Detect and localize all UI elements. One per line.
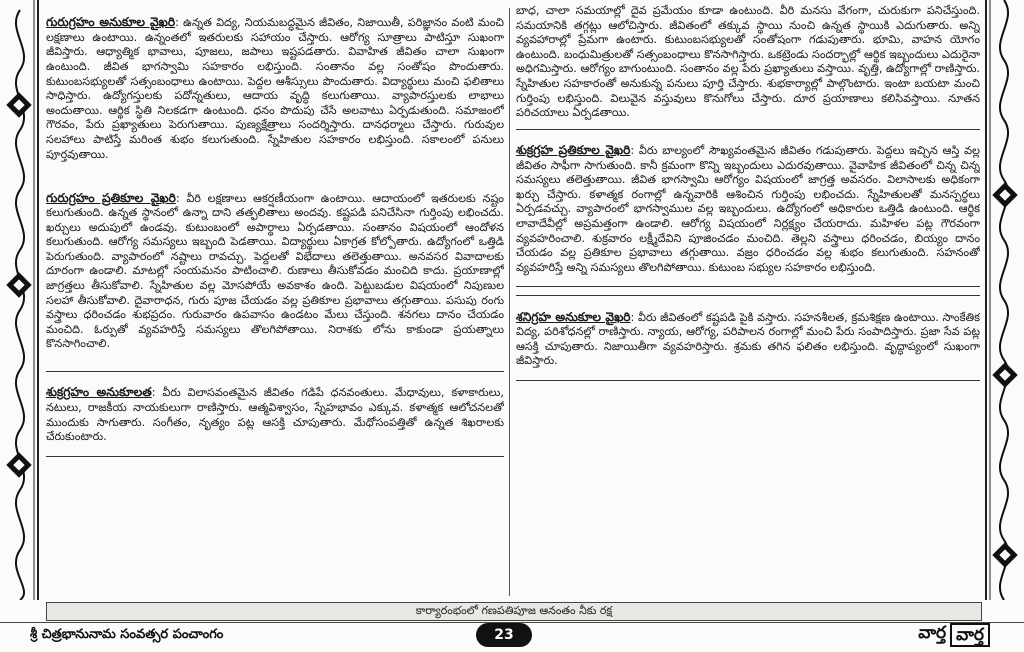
left-ornamental-border bbox=[0, 0, 44, 600]
publication-title: శ్రీ చిత్రభానునామ సంవత్సర పంచాంగం bbox=[30, 627, 224, 642]
section-text: : వీరు బాల్యంలో సౌఖ్యవంతమైన జీవితం గడుపుతారు. పెద్దలు ఇచ్చిన ఆస్తి వల్ల జీవితం సాఫీగా సాగుతుంది. కానీ క్రమంగా కొన్ని ఇబ్బందులు ఎదురవుతాయి. వైవాహిక జీవితంలో చిన్న చిన్న సమస్యలు తలెత్తుతాయి. జీవిత భాగస్వామి ఆరోగ్యం విషయంలో జాగ్రత్త అవసరం. విలాసాలకు అధికంగా ఖర్చు చేస్తారు. కళాత్మక రంగాల్లో ఉన్నవారికి ఆశించిన గుర్తింపు లభించదు. స్నేహితులతో మనస్పర్థలు ఏర్పడవచ్చు. వ్యాపారంలో భాగస్వాముల వల్ల ఇబ్బందులు. ఉద్యోగంలో అధికారుల ఒత్తిడి ఉంటుంది. ఆర్థిక లావాదేవీల్లో అప్రమత్తంగా ఉండాలి. ఆరోగ్య విషయంలో నిర్లక్ష్యం చేయరాదు. మహిళల పట్ల గౌరవంగా వ్యవహరించాలి. శుక్రవారం లక్ష్మీదేవిని పూజించడం మంచిది. తెల్లని వస్త్రాలు ధరించడం, బియ్యం దానం చేయడం వల్ల ప్రతికూల ప్రభావాలు తగ్గుతాయి. వజ్రం ధరించడం వల్ల శుభం కలుగుతుంది. సహనంతో వ్యవహరిస్తే అన్ని సమస్యలు తొలగిపోతాయి. కుటుంబ సభ్యుల సహకారం లభిస్తుంది. bbox=[516, 143, 980, 274]
left-column bbox=[46, 4, 504, 598]
section-text: : ఉన్నత విద్య, నియమబద్ధమైన జీవితం, నిజాయితీ, పరిజ్ఞానం వంటి మంచి లక్షణాలు ఉంటాయి. ఉన్నంతలో ఇతరులకు సహాయం చేస్తారు. ఆరోగ్య సూత్రాలు పాటిస్తూ సుఖంగా జీవిస్తారు. ఆధ్యాత్మిక భావాలు, పూజలు, జపాలు ఇష్టపడతారు. వివాహిత జీవితం చాలా సుఖంగా ఉంటుంది. జీవిత భాగస్వామి సహకారం లభిస్తుంది. సంతానం వల్ల సంతోషం పొందుతారు. కుటుంబసభ్యులతో సత్సంబంధాలు ఉంటాయి. పెద్దల ఆశీస్సులు పొందుతారు. విద్యార్థులు మంచి ఫలితాలు సాధిస్తారు. ఉద్యోగస్తులకు పదోన్నతులు, ఆదాయ వృద్ధి కలుగుతాయి. వ్యాపారస్తులకు లాభాలు అందుతాయి. ఆర్థిక స్థితి నిలకడగా ఉంటుంది. ధనం పొదుపు చేసే అలవాటు ఏర్పడుతుంది. సమాజంలో గౌరవం, పేరు ప్రఖ్యాతులు పెరుగుతాయి. పుణ్యక్షేత్రాలు సందర్శిస్తారు. దానధర్మాలు చేస్తారు. గురువుల సలహాలు పాటిస్తే మరింత శుభం కలుగుతుంది. స్నేహితుల సహకారం లభిస్తుంది. సకాలంలో పనులు పూర్తవుతాయి. bbox=[46, 16, 504, 161]
brand-logo bbox=[918, 623, 990, 647]
section-shani-favorable bbox=[516, 295, 980, 381]
section-text: : వీరి లక్షణాలు ఆకర్షణీయంగా ఉంటాయి. ఆదాయంలో ఇతరులకు నష్టం కలుగుతుంది. ఉన్నత స్థానంలో ఉన్నా దాని తత్ఫలితాలు అందవు. కష్టపడి పనిచేసినా గుర్తింపు లభించదు. ఖర్చులు అదుపులో ఉండవు. కుటుంబంలో అపార్థాలు ఏర్పడతాయి. సంతానం విషయంలో ఆందోళన కలుగుతుంది. ఆరోగ్య సమస్యలు ఇబ్బంది పెడతాయి. విద్యార్థులు ఏకాగ్రత కోల్పోతారు. ఉద్యోగంలో ఒత్తిడి పెరుగుతుంది. వ్యాపారంలో నష్టాలు రావచ్చు. పెద్దలతో విభేదాలు తలెత్తుతాయి. అనవసర వివాదాలకు దూరంగా ఉండాలి. మాటల్లో సంయమనం పాటించాలి. రుణాలు తీసుకోవడం మంచిది కాదు. ప్రయాణాల్లో జాగ్రత్తలు తీసుకోవాలి. స్నేహితుల వల్ల మోసపోయే అవకాశం ఉంది. పెట్టుబడుల విషయంలో నిపుణుల సలహా తీసుకోవాలి. దైవారాధన, గురు పూజ చేయడం వల్ల ప్రతికూల ప్రభావాలు తగ్గుతాయి. పసుపు రంగు వస్త్రాలు ధరించడం శుభప్రదం. గురువారం ఉపవాసం ఉండటం మేలు చేస్తుంది. శనగలు దానం చేయడం మంచిది. ఓర్పుతో వ్యవహరిస్తే సమస్యలు తొలగిపోతాయి. నిరాశకు లోను కాకుండా ప్రయత్నాలు కొనసాగించాలి. bbox=[46, 191, 504, 351]
section-shukra-favorable bbox=[46, 371, 504, 457]
section-guru-favorable bbox=[46, 15, 504, 162]
column-divider bbox=[509, 8, 510, 596]
footer-quote-band bbox=[46, 602, 982, 621]
section-guru-unfavorable bbox=[46, 191, 504, 353]
section-heading: శనిగ్రహ అనుకూల వైఖరి bbox=[516, 309, 631, 324]
page-number-badge bbox=[476, 623, 532, 647]
right-ornamental-border bbox=[980, 0, 1024, 600]
section-text: బాధ, చాలా సమయాల్లో దైవ ప్రమేయం కూడా ఉంటుంది. వీరి మనసు వేగంగా, చురుకుగా పనిచేస్తుంది. సమయానికి తగ్గట్లు ఆలోచిస్తారు. జీవితంలో తక్కువ స్థాయి నుంచి ఉన్నత స్థాయికి ఎదుగుతారు. అన్ని వ్యవహారాల్లో ప్రేమగా ఉంటారు. కుటుంబసభ్యులతో సంతోషంగా గడుపుతారు. భూమి, వాహన యోగం ఉంటుంది. బంధుమిత్రులతో సత్సంబంధాలు కొనసాగిస్తారు. ఒకట్రెండు సందర్భాల్లో ఆర్థిక ఇబ్బందులు ఎదురైనా అధిగమిస్తారు. ఆరోగ్యం బాగుంటుంది. సంతానం వల్ల పేరు ప్రఖ్యాతులు వస్తాయి. వృత్తి, ఉద్యోగాల్లో రాణిస్తారు. స్నేహితుల సహకారంతో అనుకున్న పనులు పూర్తి చేస్తారు. శుభకార్యాల్లో పాల్గొంటారు. ఇంటా బయటా మంచి గుర్తింపు లభిస్తుంది. విలువైన వస్తువులు కొనుగోలు చేస్తారు. దూర ప్రయాణాలు కలిసివస్తాయి. నూతన పరిచయాలు ఏర్పడతాయి. bbox=[516, 4, 980, 120]
page-footer bbox=[0, 622, 1024, 652]
section-shukra-unfavorable bbox=[516, 129, 980, 288]
section-heading: గురుగ్రహం ప్రతికూల వైఖరి bbox=[46, 190, 176, 205]
article-body bbox=[46, 4, 980, 598]
section-text: : వీరు విలాసవంతమైన జీవితం గడిపే ధనవంతులు. మేధావులు, కళాకారులు, నటులు, రాజకీయ నాయకులుగా రాణిస్తారు. ఆత్మవిశ్వాసం, స్నేహభావం ఎక్కువ. కళాత్మక ఆలోచనలతో ముందుకు సాగుతారు. సంగీతం, నృత్యం పట్ల ఆసక్తి చూపుతారు. మేధోసంపత్తితో ఉన్నత శిఖరాలకు చేరుకుంటారు. bbox=[46, 386, 504, 444]
footer-quote: కార్యారంభంలో గణపతిపూజ ఆనంతం నీకు రక్ష bbox=[415, 603, 613, 617]
section-text: : వీరు జీవితంలో కష్టపడి పైకి వస్తారు. సహనశీలత, క్రమశిక్షణ ఉంటాయి. సాంకేతిక విద్య, పరిశోధనల్లో రాణిస్తారు. న్యాయ, ఆరోగ్య, పరిపాలన రంగాల్లో మంచి పేరు సంపాదిస్తారు. ప్రజా సేవ పట్ల ఆసక్తి చూపుతారు. నిజాయితీగా వ్యవహరిస్తారు. శ్రమకు తగిన ఫలితం లభిస్తుంది. వృద్ధాప్యంలో సుఖంగా జీవిస్తారు. bbox=[516, 310, 980, 368]
section-heading: గురుగ్రహం అనుకూల వైఖరి bbox=[46, 15, 176, 30]
section-heading: శుక్రగ్రహం అనుకూలత bbox=[46, 385, 152, 400]
section-continued bbox=[516, 4, 980, 121]
section-heading: శుక్రగ్రహ ప్రతికూల వైఖరి bbox=[516, 142, 631, 157]
brand-logo-boxed: వార్త bbox=[950, 623, 990, 647]
brand-logo-text: వార్త bbox=[918, 623, 947, 643]
right-column bbox=[516, 4, 980, 598]
page-number: 23 bbox=[494, 627, 514, 643]
